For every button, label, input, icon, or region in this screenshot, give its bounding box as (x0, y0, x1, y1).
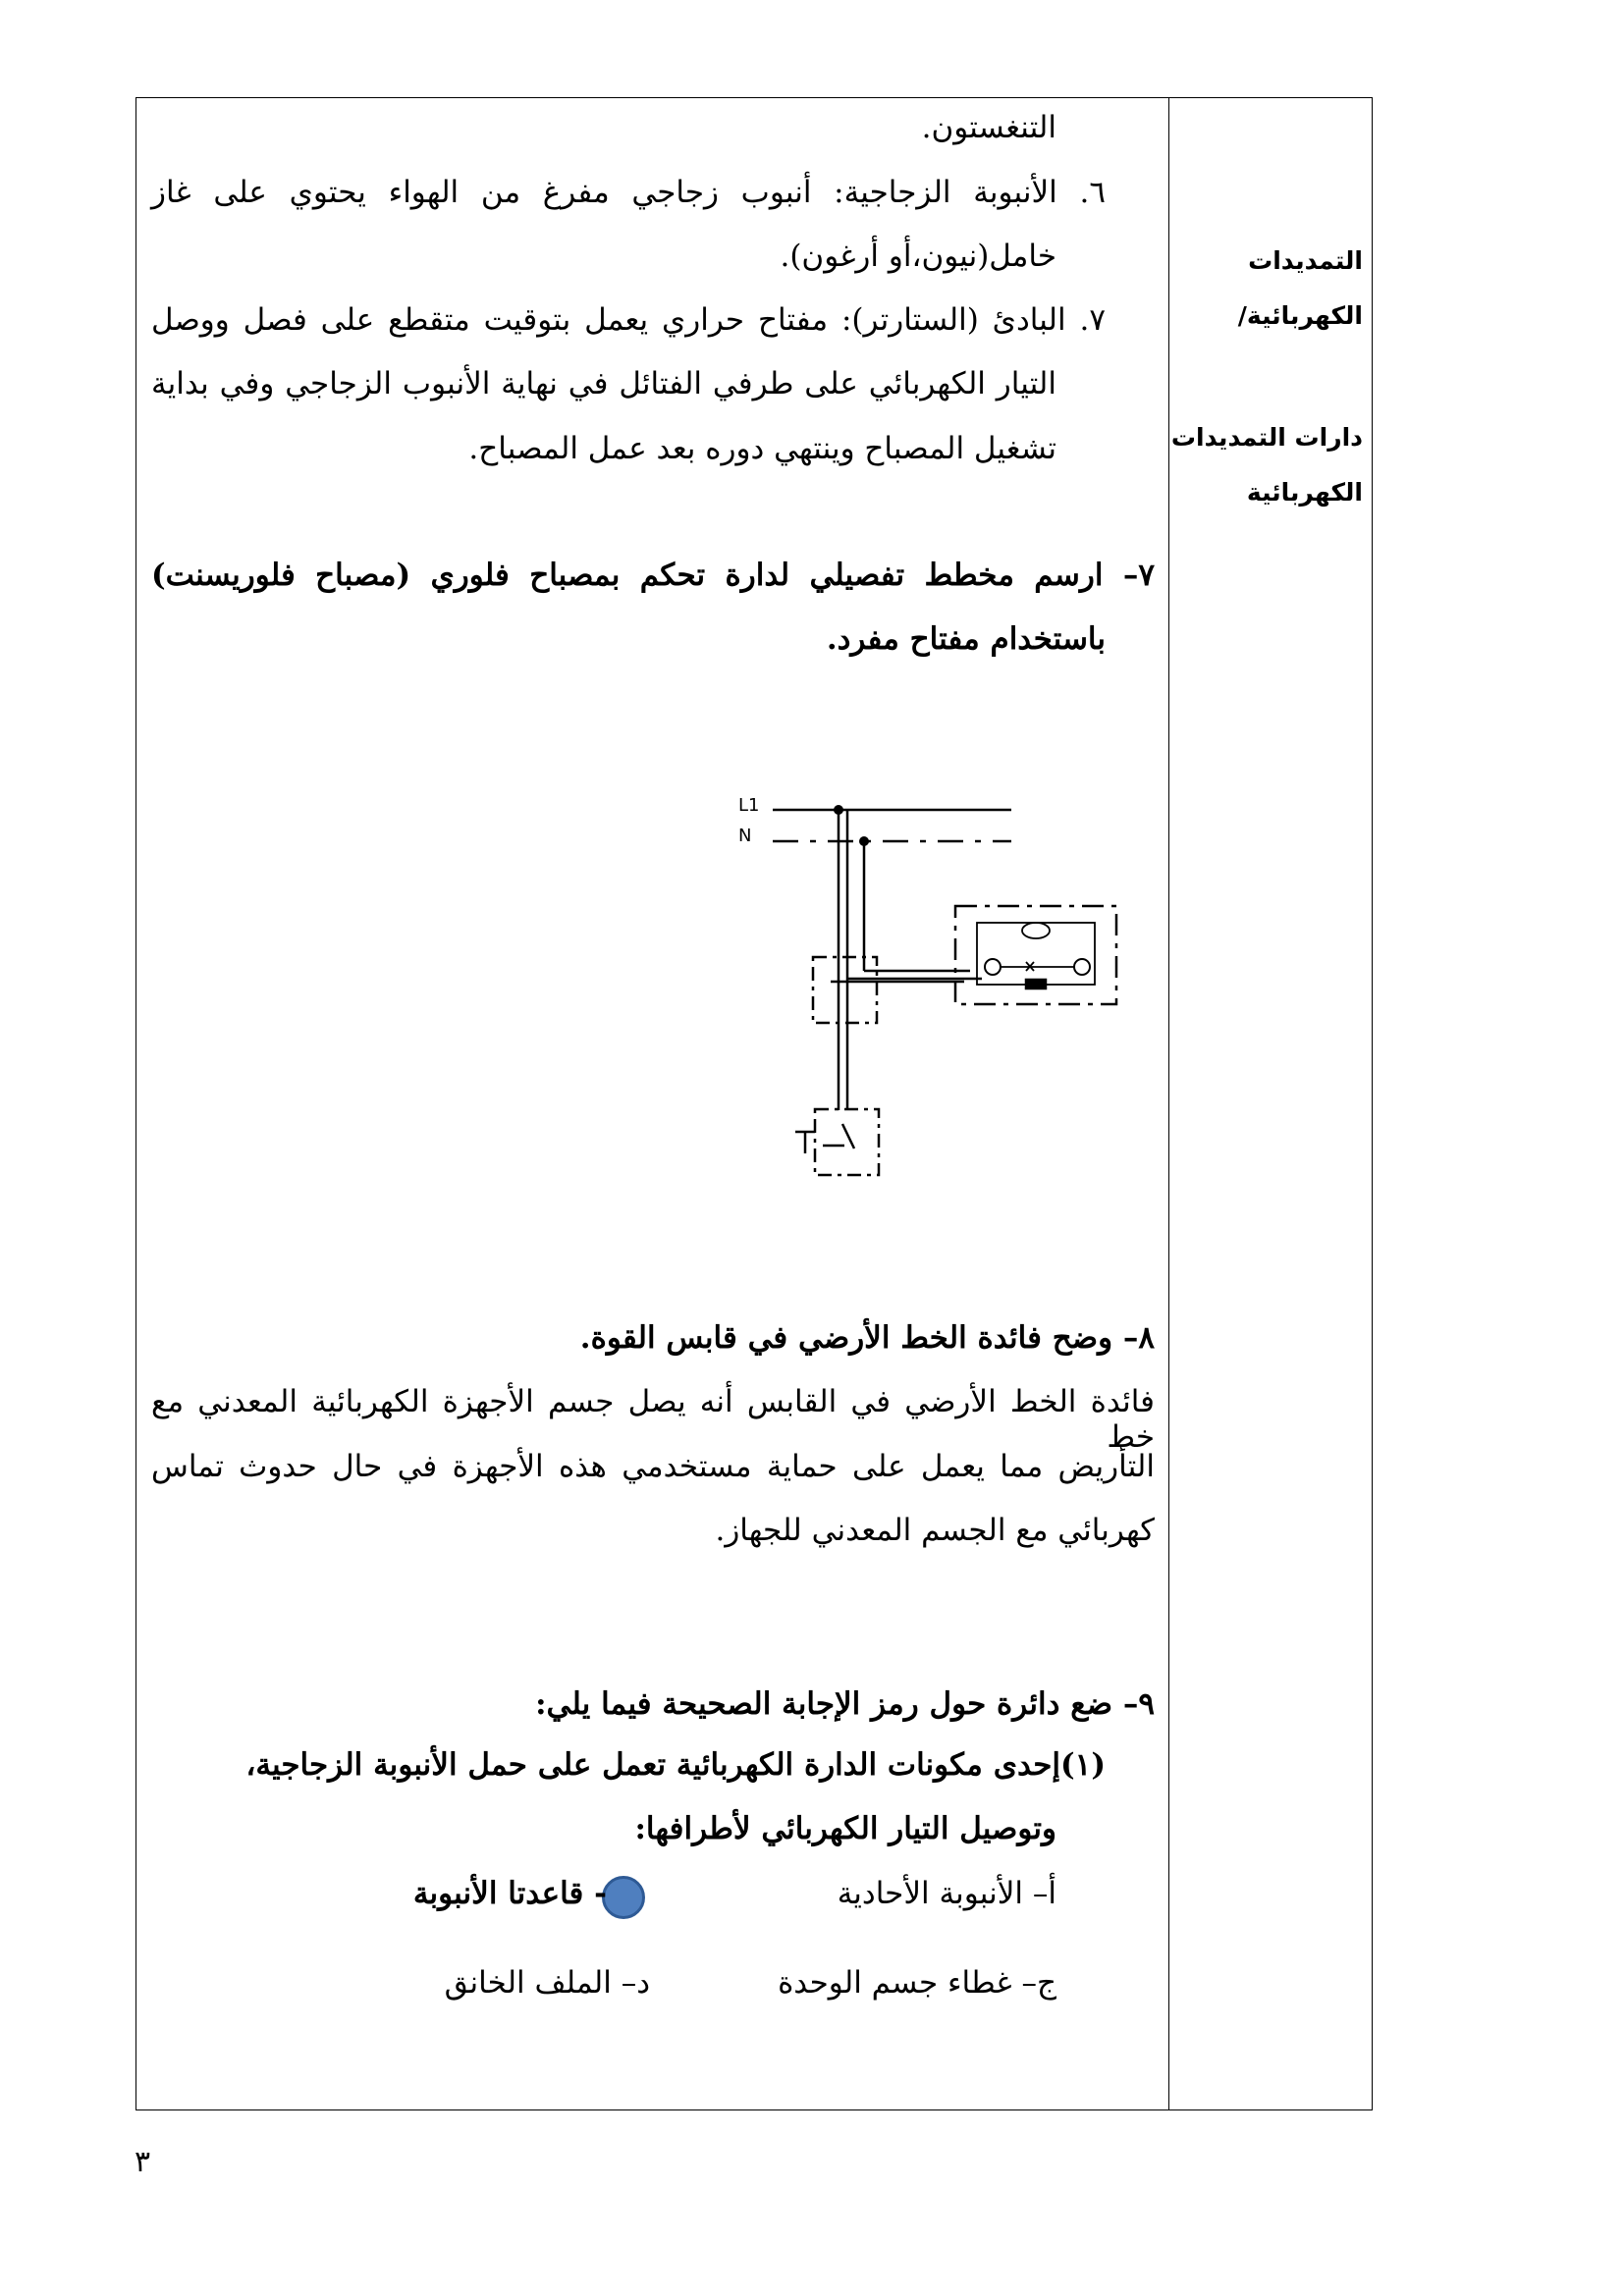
option-a: أ– الأنبوبة الأحادية (837, 1876, 1056, 1911)
fluorescent-circuit-diagram (727, 790, 1139, 1183)
tube-end-right (1074, 959, 1090, 975)
question-8: ٨– وضح فائدة الخط الأرضي في قابس القوة. (579, 1320, 1155, 1356)
answer-8-line-3: كهربائي مع الجسم المعدني للجهاز. (715, 1513, 1155, 1548)
item-6-line-1: ٦. الأنبوبة الزجاجية: أنبوب زجاجي مفرغ من الهواء يحتوي على غاز (151, 175, 1106, 210)
page-number: ٣ (135, 2145, 151, 2179)
label-n: N (738, 826, 752, 846)
question-9: ٩– ضع دائرة حول رمز الإجابة الصحيحة فيما يلي: (535, 1686, 1155, 1722)
starter-symbol (1022, 923, 1050, 938)
tube-end-left (985, 959, 1001, 975)
item-6-line-2: خامل(نيون،أو أرغون). (780, 239, 1056, 274)
switch-box (815, 1109, 879, 1175)
sidebar-line-3: دارات التمديدات (1170, 423, 1363, 452)
answer-circle-mark (602, 1876, 645, 1919)
answer-8-line-2: التأريض مما يعمل على حماية مستخدمي هذه الأجهزة في حال حدوث تماس (151, 1449, 1155, 1484)
column-divider (1168, 97, 1169, 2110)
sidebar-line-1: التمديدات (1248, 246, 1363, 275)
question-9-1-line-2: وتوصيل التيار الكهربائي لأطرافها: (634, 1811, 1056, 1846)
option-d: د– الملف الخانق (444, 1965, 650, 2001)
text-tungsten: التنغستون. (921, 110, 1056, 145)
ballast-symbol (1026, 980, 1046, 988)
question-7-line-1: ٧– ارسم مخطط تفصيلي لدارة تحكم بمصباح فلوري (مصباح فلوريسنت) (151, 558, 1155, 593)
question-9-1-line-1: (١)إحدى مكونات الدارة الكهربائية تعمل على حمل الأنبوبة الزجاجية، (245, 1747, 1106, 1783)
answer-8-line-1: فائدة الخط الأرضي في القابس أنه يصل جسم الأجهزة الكهربائية المعدني مع خط (151, 1384, 1155, 1455)
label-l1: L1 (738, 795, 760, 816)
sidebar-line-4: الكهربائية (1246, 478, 1363, 507)
junction-box (813, 957, 877, 1023)
sidebar-subtopic (1166, 410, 1363, 520)
sidebar-line-2: الكهربائية/ (1237, 301, 1363, 330)
option-c: ج– غطاء جسم الوحدة (778, 1965, 1056, 2001)
item-7-line-3: تشغيل المصباح وينتهي دوره بعد عمل المصباح. (468, 431, 1056, 466)
sidebar-topic (1166, 234, 1363, 344)
option-b: - قاعدتا الأنبوبة (412, 1876, 607, 1911)
item-7-line-1: ٧. البادئ (الستارتر): مفتاح حراري يعمل بتوقيت متقطع على فصل ووصل (151, 302, 1106, 338)
question-7-line-2: باستخدام مفتاح مفرد. (826, 621, 1106, 657)
item-7-line-2: التيار الكهربائي على طرفي الفتائل في نهاية الأنبوب الزجاجي وفي بداية (151, 366, 1056, 401)
